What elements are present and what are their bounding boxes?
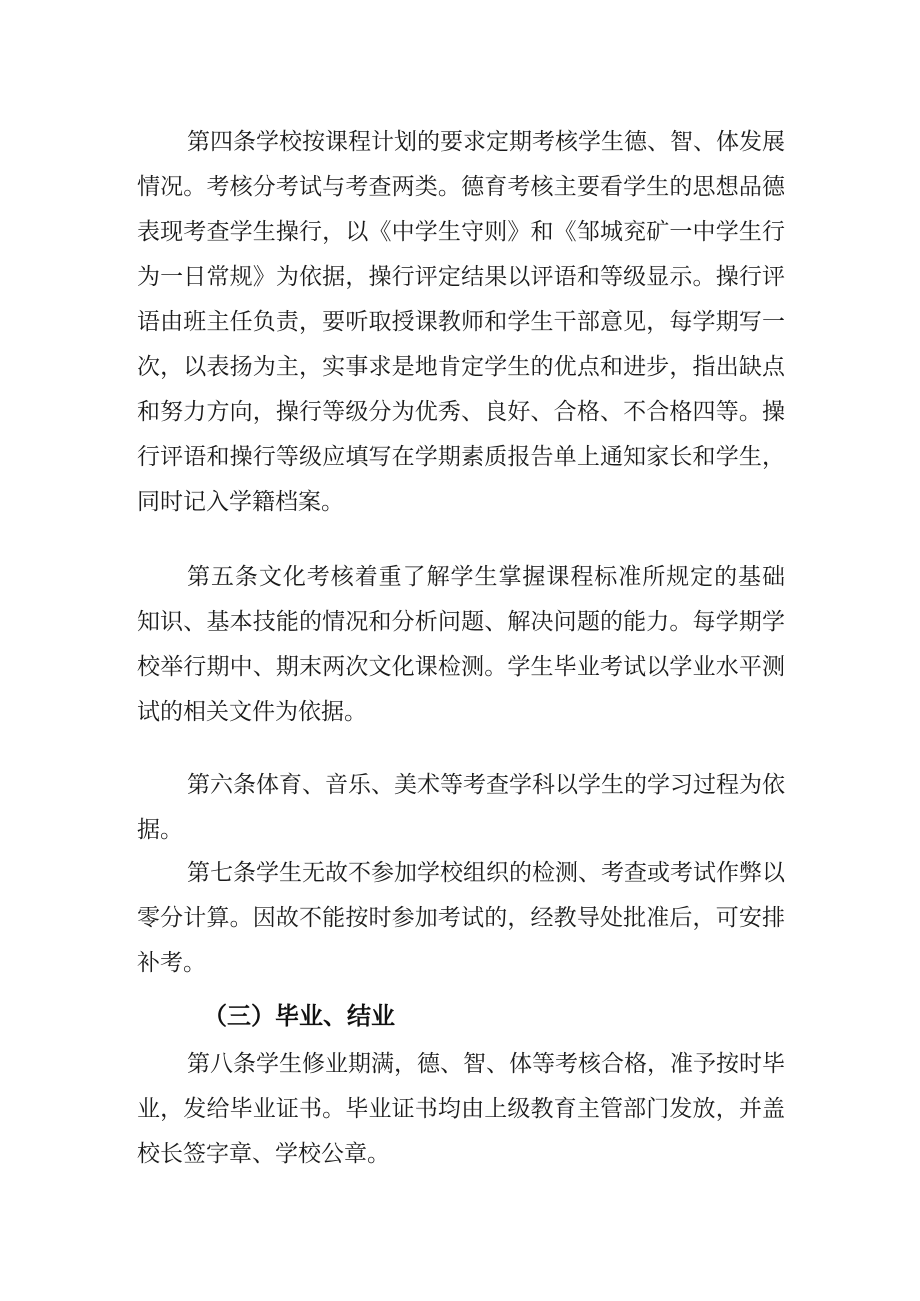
article-5-line-1: 第五条文化考核着重了解学生掌握课程标准所规定的基础 xyxy=(187,564,785,590)
article-7-line-1: 第七条学生无故不参加学校组织的检测、考查或考试作弊以 xyxy=(187,860,785,886)
article-4-line-2: 情况。考核分考试与考查两类。德育考核主要看学生的思想品德 xyxy=(137,174,785,200)
article-4-line-7: 和努力方向，操行等级分为优秀、良好、合格、不合格四等。操 xyxy=(137,399,785,425)
article-5-line-2: 知识、基本技能的情况和分析问题、解决问题的能力。每学期学 xyxy=(137,609,785,635)
article-7-line-3: 补考。 xyxy=(137,950,206,976)
article-8-line-1: 第八条学生修业期满，德、智、体等考核合格，准予按时毕 xyxy=(187,1051,785,1077)
article-4-line-1: 第四条学校按课程计划的要求定期考核学生德、智、体发展 xyxy=(187,129,785,155)
article-8-line-3: 校长签字章、学校公章。 xyxy=(137,1141,390,1167)
section-3-heading: （三）毕业、结业 xyxy=(203,1002,395,1030)
article-8-line-2: 业，发给毕业证书。毕业证书均由上级教育主管部门发放，并盖 xyxy=(137,1096,785,1122)
article-4-line-9: 同时记入学籍档案。 xyxy=(137,489,344,515)
article-4-line-4: 为一日常规》为依据，操行评定结果以评语和等级显示。操行评 xyxy=(137,264,785,290)
article-4-line-5: 语由班主任负责，要听取授课教师和学生干部意见，每学期写一 xyxy=(137,309,785,335)
article-4-line-3: 表现考查学生操行，以《中学生守则》和《邹城兖矿一中学生行 xyxy=(137,219,785,245)
article-6-line-1: 第六条体育、音乐、美术等考查学科以学生的学习过程为依 xyxy=(187,772,785,798)
article-6-line-2: 据。 xyxy=(137,817,183,843)
article-4-line-8: 行评语和操行等级应填写在学期素质报告单上通知家长和学生， xyxy=(137,444,785,470)
article-4-line-6: 次，以表扬为主，实事求是地肯定学生的优点和进步，指出缺点 xyxy=(137,354,785,380)
article-5-line-4: 试的相关文件为依据。 xyxy=(137,699,367,725)
article-7-line-2: 零分计算。因故不能按时参加考试的，经教导处批准后，可安排 xyxy=(137,905,785,931)
article-5-line-3: 校举行期中、期末两次文化课检测。学生毕业考试以学业水平测 xyxy=(137,654,785,680)
